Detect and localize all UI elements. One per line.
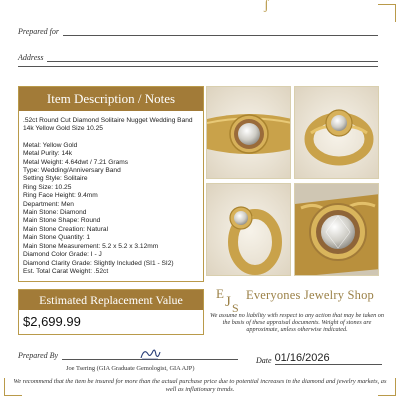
product-photo-closeup-view [294, 183, 379, 276]
signature-icon [138, 346, 162, 362]
address-row [18, 52, 378, 62]
spec-line: Metal Purity: 14k [23, 150, 73, 158]
estimated-value-box [18, 289, 204, 335]
spec-line: Main Stone Quantity: 1 [23, 234, 91, 242]
prepared-by-label: Prepared By [18, 351, 59, 360]
svg-text:J: J [225, 294, 231, 310]
shop-name: Everyones Jewelry Shop [246, 288, 374, 302]
item-description-heading: Item Description / Notes [19, 87, 203, 111]
prepared-for-label: Prepared for [18, 27, 59, 36]
product-photo-top-view [206, 86, 291, 179]
corner-ornament-top-right [378, 4, 396, 22]
spec-line: Type: Wedding/Anniversary Band [23, 167, 121, 175]
date-row [256, 353, 382, 365]
item-title: .52ct Round Cut Diamond Solitaire Nugget Wedding Band 14k Yellow Gold Size 10.25 [23, 117, 193, 133]
product-photo-grid [206, 86, 382, 280]
estimated-value-amount: $2,699.99 [23, 314, 81, 329]
spec-line: Ring Face Height: 9.4mm [23, 192, 98, 200]
spec-line: Est. Total Carat Weight: .52ct [23, 267, 109, 275]
estimated-value-heading: Estimated Replacement Value [19, 290, 203, 310]
appraiser-credentials: Joe Tsering (GIA Graduate Gemologist, GIA AJP) [66, 365, 195, 372]
spec-line: Metal: Yellow Gold [23, 141, 78, 149]
spec-line: Main Stone Measurement: 5.2 x 5.2 x 3.12mm [23, 242, 159, 250]
spec-line: Setting Style: Solitaire [23, 175, 88, 183]
spec-line: Metal Weight: 4.64dwt / 7.21 Grams [23, 158, 129, 166]
spec-line: Diamond Color Grade: I - J [23, 251, 102, 259]
prepared-for-line [63, 26, 378, 36]
product-photo-side-view [294, 86, 379, 179]
shop-logo-icon [214, 284, 244, 314]
address-line-2 [18, 66, 378, 67]
product-photo-angle-view [206, 183, 291, 276]
svg-text:E: E [216, 286, 224, 301]
date-label: Date [256, 356, 272, 365]
insurance-recommendation: We recommend that the item be insured for more than the actual purchase price due to potential increases in the diamond and jewelry markets, as well as inflationary trends. [13, 378, 387, 393]
spec-line: Diamond Clarity Grade: Slightly Included (SI1 - SI2) [23, 259, 174, 267]
date-value: 01/16/2026 [275, 353, 382, 365]
address-label: Address [18, 53, 44, 62]
liability-disclaimer: We assume no liability with respect to any action that may be taken on the basis of these appraisal documents. Weight of stones are approximate, unless otherwise indicated. [210, 312, 384, 334]
spec-line: Main Stone Creation: Natural [23, 225, 109, 233]
spec-line: Main Stone Shape: Round [23, 217, 101, 225]
prepared-for-row [18, 26, 378, 36]
spec-line: Main Stone: Diamond [23, 209, 87, 217]
spec-line: Department: Men [23, 200, 74, 208]
top-flourish-icon: ʃ [264, 0, 269, 13]
prepared-by-row [18, 350, 238, 360]
item-description-box [18, 86, 204, 282]
address-line [47, 52, 378, 62]
spec-line: Ring Size: 10.25 [23, 183, 72, 191]
svg-text:S: S [232, 301, 239, 314]
item-description-body [19, 111, 203, 276]
